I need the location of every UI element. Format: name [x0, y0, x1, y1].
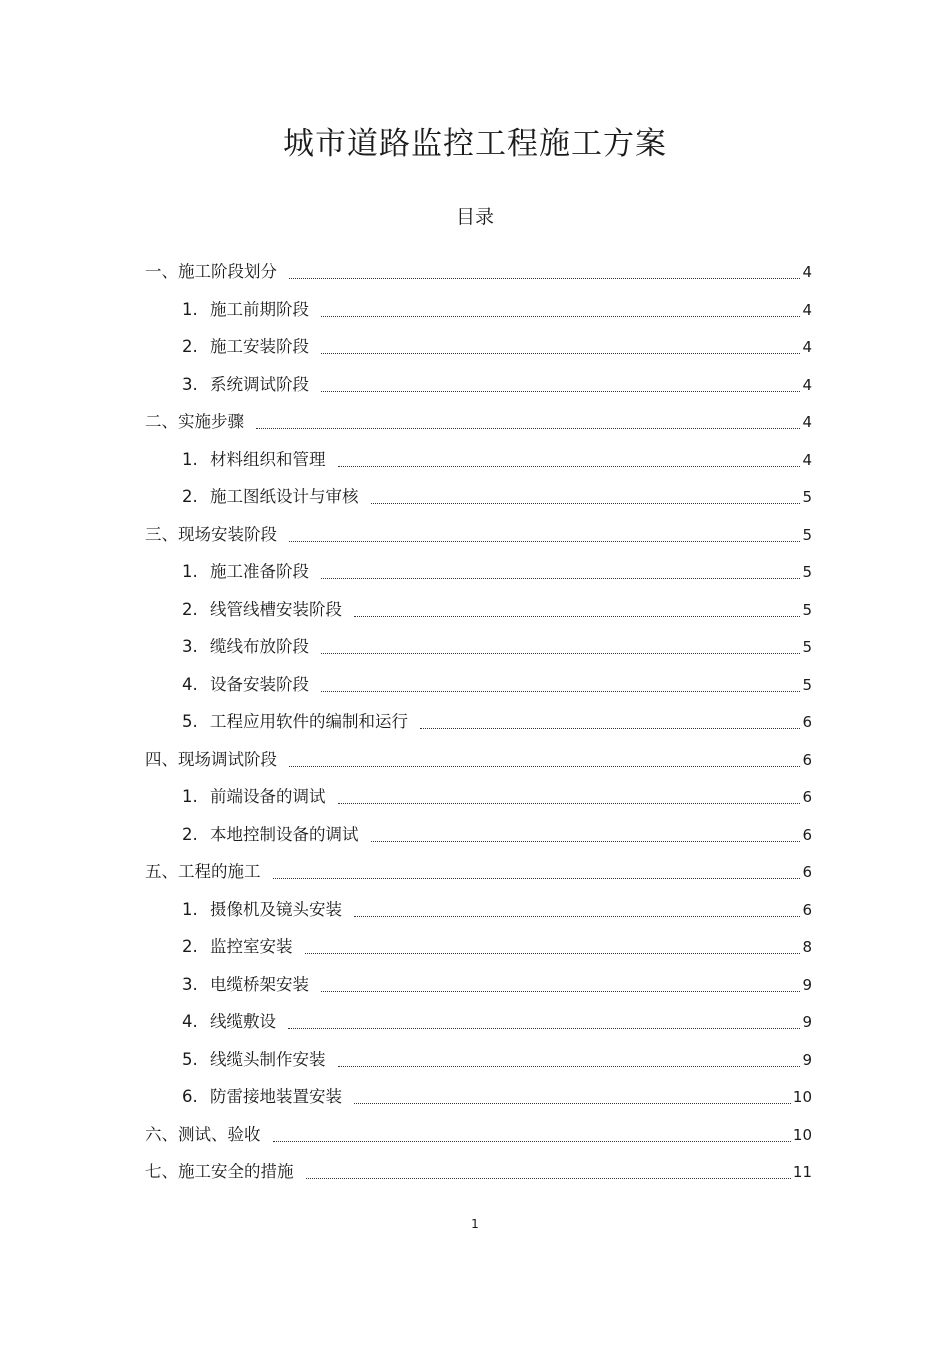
toc-item-page: 5 [802, 488, 812, 506]
toc-subsection[interactable] [182, 973, 812, 997]
toc-section[interactable] [145, 523, 812, 547]
page-number: 1 [471, 1217, 479, 1231]
toc-item-number: 1. [182, 299, 198, 319]
toc-dot-leader [321, 373, 800, 397]
toc-item-number: 2. [182, 937, 198, 956]
toc-subsection[interactable] [182, 673, 812, 697]
toc-section[interactable] [145, 410, 812, 434]
toc-item-page: 4 [802, 413, 812, 431]
toc-subsection[interactable] [182, 485, 812, 509]
toc-item-page: 6 [802, 788, 812, 806]
toc-item-label: 防雷接地装置安装 [210, 1087, 342, 1106]
toc-dot-leader [289, 748, 800, 772]
toc-item-page: 10 [792, 1125, 812, 1144]
toc-dot-leader [321, 335, 800, 359]
toc-item-page: 4 [802, 300, 812, 319]
toc-item-number: 1. [182, 787, 198, 806]
toc-item-page: 5 [802, 525, 812, 544]
toc-dot-leader [338, 448, 801, 472]
toc-item-number: 5. [182, 712, 198, 731]
toc-item-number: 2. [182, 337, 198, 356]
toc-dot-leader [273, 1123, 791, 1147]
toc-subsection[interactable] [182, 935, 812, 959]
toc-dot-leader [321, 298, 800, 322]
toc-dot-leader [305, 935, 801, 959]
toc-subsection[interactable] [182, 598, 812, 622]
toc-item-label: 四、现场调试阶段 [145, 749, 277, 769]
toc-dot-leader [273, 860, 801, 884]
toc-dot-leader [289, 260, 800, 284]
toc-item-page: 8 [802, 938, 812, 956]
toc-item-label: 三、现场安装阶段 [145, 524, 277, 544]
toc-dot-leader [289, 523, 800, 547]
toc-item-page: 4 [802, 375, 812, 394]
toc-subsection[interactable] [182, 560, 812, 584]
toc-subsection[interactable] [182, 823, 812, 847]
toc-item-label: 材料组织和管理 [210, 449, 326, 469]
toc-item-label: 缆线布放阶段 [210, 637, 309, 656]
document-title: 城市道路监控工程施工方案 [283, 126, 667, 162]
toc-subsection[interactable] [182, 785, 812, 809]
toc-dot-leader [354, 598, 800, 622]
toc-dot-leader [354, 1085, 791, 1109]
toc-item-label: 施工准备阶段 [210, 562, 309, 581]
toc-item-page: 11 [792, 1163, 812, 1181]
toc-item-label: 施工图纸设计与审核 [210, 487, 359, 506]
toc-item-number: 4. [182, 1012, 198, 1031]
toc-item-number: 2. [182, 487, 198, 506]
toc-dot-leader [288, 1010, 800, 1034]
toc-item-label: 监控室安装 [210, 937, 293, 956]
toc-item-number: 2. [182, 599, 198, 619]
toc-subsection[interactable] [182, 1048, 812, 1072]
toc-item-page: 4 [802, 263, 812, 281]
toc-section[interactable] [145, 860, 812, 884]
toc-dot-leader [256, 410, 800, 434]
toc-subsection[interactable] [182, 710, 812, 734]
toc-subsection[interactable] [182, 448, 812, 472]
toc-dot-leader [371, 485, 801, 509]
toc-item-number: 3. [182, 374, 198, 394]
toc-section[interactable] [145, 748, 812, 772]
toc-item-number: 4. [182, 674, 198, 694]
toc-item-number: 2. [182, 824, 198, 844]
toc-subsection[interactable] [182, 298, 812, 322]
toc-item-number: 3. [182, 637, 198, 656]
toc-item-page: 4 [802, 338, 812, 356]
toc-item-label: 一、施工阶段划分 [145, 262, 277, 281]
toc-item-label: 线缆敷设 [210, 1012, 276, 1031]
toc-subsection[interactable] [182, 1010, 812, 1034]
toc-dot-leader [371, 823, 801, 847]
toc-item-label: 设备安装阶段 [210, 674, 309, 694]
toc-item-number: 6. [182, 1087, 198, 1106]
toc-item-page: 9 [802, 1013, 812, 1031]
toc-item-label: 本地控制设备的调试 [210, 824, 359, 844]
toc-item-page: 5 [802, 638, 812, 656]
toc-item-label: 前端设备的调试 [210, 787, 326, 806]
toc-item-page: 5 [802, 600, 812, 619]
toc-dot-leader [321, 973, 800, 997]
toc-item-number: 1. [182, 899, 198, 919]
toc-item-label: 电缆桥架安装 [210, 974, 309, 994]
toc-item-label: 工程应用软件的编制和运行 [210, 712, 408, 731]
toc-subsection[interactable] [182, 335, 812, 359]
toc-dot-leader [420, 710, 800, 734]
toc-item-label: 线缆头制作安装 [210, 1049, 326, 1069]
toc-subsection[interactable] [182, 635, 812, 659]
toc-subsection[interactable] [182, 898, 812, 922]
toc-item-label: 线管线槽安装阶段 [210, 599, 342, 619]
toc-item-page: 6 [802, 713, 812, 731]
toc-section[interactable] [145, 260, 812, 284]
toc-subsection[interactable] [182, 1085, 812, 1109]
toc-section[interactable] [145, 1123, 812, 1147]
toc-subsection[interactable] [182, 373, 812, 397]
toc-item-page: 10 [792, 1088, 812, 1106]
toc-dot-leader [338, 785, 801, 809]
toc-item-number: 1. [182, 562, 198, 581]
toc-item-label: 二、实施步骤 [145, 412, 244, 431]
toc-item-page: 9 [802, 1050, 812, 1069]
toc-item-page: 5 [802, 675, 812, 694]
toc-item-label: 摄像机及镜头安装 [210, 899, 342, 919]
toc-dot-leader [338, 1048, 801, 1072]
toc-heading: 目录 [455, 206, 494, 228]
toc-item-number: 1. [182, 449, 198, 469]
toc-item-page: 6 [802, 825, 812, 844]
toc-dot-leader [354, 898, 800, 922]
toc-item-label: 七、施工安全的措施 [145, 1162, 294, 1181]
toc-item-page: 6 [802, 750, 812, 769]
toc-dot-leader [321, 673, 800, 697]
toc-item-number: 5. [182, 1049, 198, 1069]
toc-section[interactable] [145, 1160, 812, 1184]
toc-item-label: 五、工程的施工 [145, 862, 261, 881]
toc-item-label: 系统调试阶段 [210, 374, 309, 394]
toc-dot-leader [321, 635, 800, 659]
toc-dot-leader [321, 560, 800, 584]
toc-item-page: 6 [802, 900, 812, 919]
toc-item-label: 施工安装阶段 [210, 337, 309, 356]
toc-dot-leader [306, 1160, 791, 1184]
toc-item-page: 6 [802, 863, 812, 881]
toc-item-page: 5 [802, 563, 812, 581]
toc-item-number: 3. [182, 974, 198, 994]
toc-item-page: 4 [802, 450, 812, 469]
toc-item-page: 9 [802, 975, 812, 994]
toc-item-label: 施工前期阶段 [210, 299, 309, 319]
toc-item-label: 六、测试、验收 [145, 1124, 261, 1144]
